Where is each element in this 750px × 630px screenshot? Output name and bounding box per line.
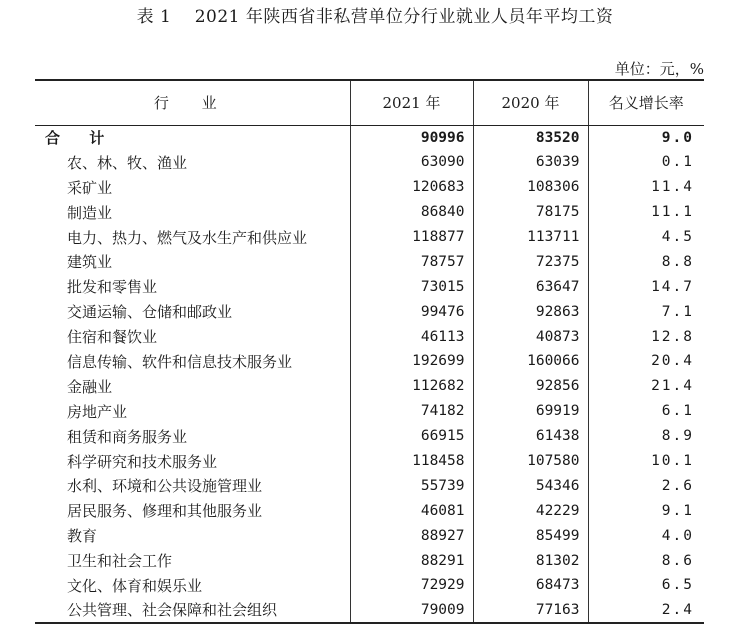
growth-cell: 9.1 [588,498,704,523]
growth-cell: 0.1 [588,150,704,175]
value-2021-cell: 72929 [350,573,473,598]
industry-cell: 金融业 [67,377,113,396]
value-2021-cell: 120683 [350,175,473,200]
value-2021-cell: 88291 [350,548,473,573]
growth-cell: 14.7 [588,274,704,299]
table-row [35,498,704,523]
total-2020: 83520 [473,125,588,150]
growth-cell: 2.4 [588,598,704,623]
value-2021-cell: 118458 [350,449,473,474]
value-2021-cell: 79009 [350,598,473,623]
value-2020-cell: 63039 [473,150,588,175]
value-2020-cell: 42229 [473,498,588,523]
value-2021-cell: 86840 [350,200,473,225]
value-2020-cell: 54346 [473,473,588,498]
table-row [35,374,704,399]
value-2020-cell: 92863 [473,299,588,324]
industry-cell: 居民服务、修理和其他服务业 [67,502,263,521]
industry-cell: 卫生和社会工作 [67,552,173,571]
value-2021-cell: 66915 [350,424,473,449]
growth-cell: 6.1 [588,399,704,424]
value-2020-cell: 113711 [473,225,588,250]
industry-cell: 房地产业 [67,402,128,421]
industry-cell: 交通运输、仓储和邮政业 [67,303,233,322]
growth-cell: 4.5 [588,225,704,250]
table-row [35,473,704,498]
table-row [35,249,704,274]
value-2021-cell: 46081 [350,498,473,523]
unit-note: 单位：元，% [614,60,704,78]
value-2020-cell: 78175 [473,200,588,225]
industry-cell: 住宿和餐饮业 [67,328,158,347]
total-label-text: 合 计 [45,129,117,148]
industry-cell: 科学研究和技术服务业 [67,452,218,471]
value-2021-cell: 99476 [350,299,473,324]
value-2021-cell: 74182 [350,399,473,424]
industry-cell: 公共管理、社会保障和社会组织 [35,598,350,623]
value-2021-cell: 112682 [350,374,473,399]
growth-cell: 10.1 [588,449,704,474]
value-2021-cell: 118877 [350,225,473,250]
growth-cell: 7.1 [588,299,704,324]
value-2020-cell: 61438 [473,424,588,449]
table-row [35,274,704,299]
wage-table [35,79,704,624]
growth-cell: 8.6 [588,548,704,573]
industry-cell: 批发和零售业 [67,278,158,297]
header-growth: 名义增长率 [588,80,704,125]
industry-cell: 建筑业 [67,253,113,272]
growth-cell: 11.4 [588,175,704,200]
growth-cell: 12.8 [588,324,704,349]
header-2021: 2021 年 [350,80,473,125]
value-2021-cell: 55739 [350,473,473,498]
value-2020-cell: 77163 [473,598,588,623]
value-2020-cell: 108306 [473,175,588,200]
value-2021-cell: 63090 [350,150,473,175]
growth-cell: 4.0 [588,523,704,548]
industry-cell: 教育 [67,527,98,546]
value-2020-cell: 68473 [473,573,588,598]
value-2020-cell: 107580 [473,449,588,474]
table-row [35,150,704,175]
table-row [35,548,704,573]
total-label [35,125,350,150]
value-2020-cell: 69919 [473,399,588,424]
table-row [35,225,704,250]
value-2021-cell: 73015 [350,274,473,299]
industry-cell: 电力、热力、燃气及水生产和供应业 [67,228,308,247]
table-row [35,598,704,623]
table-row [35,424,704,449]
value-2021-cell: 192699 [350,349,473,374]
industry-cell: 文化、体育和娱乐业 [67,576,203,595]
table-row [35,299,704,324]
growth-cell: 11.1 [588,200,704,225]
growth-cell: 8.8 [588,249,704,274]
table-title: 表 1 2021 年陕西省非私营单位分行业就业人员年平均工资 [136,7,614,27]
header-industry: 行 业 [35,80,350,125]
industry-cell: 制造业 [67,203,113,222]
value-2021-cell: 88927 [350,523,473,548]
total-2021: 90996 [350,125,473,150]
value-2020-cell: 85499 [473,523,588,548]
industry-cell: 水利、环境和公共设施管理业 [67,477,263,496]
value-2020-cell: 81302 [473,548,588,573]
value-2020-cell: 92856 [473,374,588,399]
industry-cell: 租赁和商务服务业 [67,427,188,446]
growth-cell: 20.4 [588,349,704,374]
value-2021-cell: 46113 [350,324,473,349]
total-row [35,125,704,150]
table-row [35,349,704,374]
header-2020: 2020 年 [473,80,588,125]
table-row [35,573,704,598]
table-row [35,449,704,474]
industry-cell: 信息传输、软件和信息技术服务业 [67,352,293,371]
table-row [35,399,704,424]
industry-cell: 采矿业 [67,178,113,197]
industry-cell: 农、林、牧、渔业 [67,153,188,172]
growth-cell: 2.6 [588,473,704,498]
growth-cell: 21.4 [588,374,704,399]
table-row [35,523,704,548]
value-2020-cell: 63647 [473,274,588,299]
value-2020-cell: 40873 [473,324,588,349]
header-row [35,80,704,125]
total-growth: 9.0 [588,125,704,150]
value-2020-cell: 160066 [473,349,588,374]
growth-cell: 8.9 [588,424,704,449]
value-2021-cell: 78757 [350,249,473,274]
table-row [35,175,704,200]
table-row [35,324,704,349]
table-row [35,200,704,225]
value-2020-cell: 72375 [473,249,588,274]
growth-cell: 6.5 [588,573,704,598]
